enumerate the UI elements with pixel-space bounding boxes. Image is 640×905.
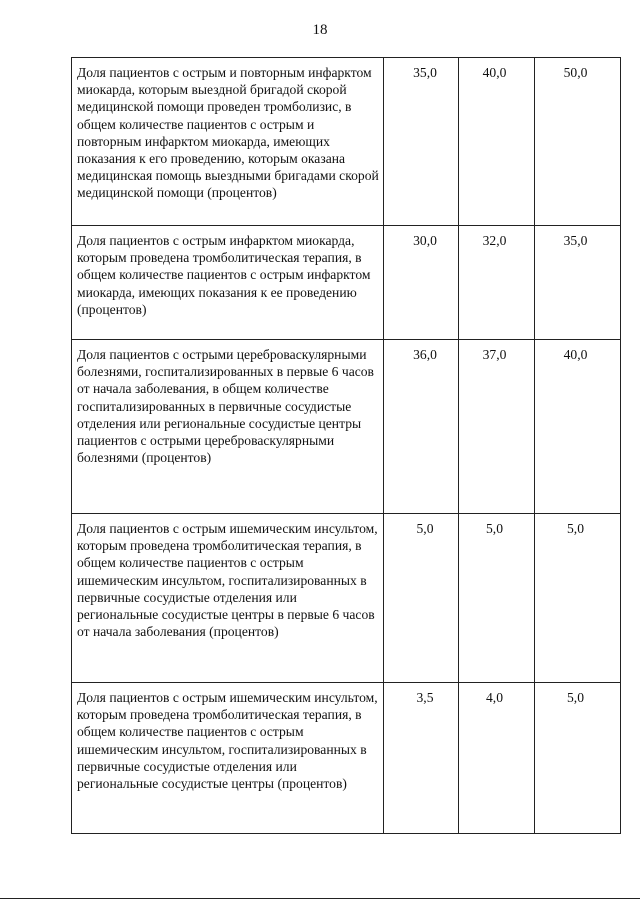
page-bottom-rule [0, 898, 640, 899]
indicator-description: Доля пациентов с острыми цереброваскулярными болезнями, госпитализированных в первые 6 часов от начала заболевания, в общем количестве госпитализированных в первичные сосудистые отделения или региональные сосудистые центры пациентов с острыми цереброваскулярными болезнями (процентов) [72, 340, 384, 514]
indicator-description: Доля пациентов с острым инфарктом миокарда, которым проведена тромболитическая терапия, в общем количестве пациентов с острым инфарктом миокарда, имеющих показания к ее проведению (процентов) [72, 226, 384, 340]
value-cell [535, 58, 621, 226]
value-cell [459, 683, 535, 834]
value-1: 30,0 [413, 233, 437, 248]
value-cell [459, 58, 535, 226]
value-cell [535, 226, 621, 340]
value-1: 3,5 [416, 690, 434, 705]
value-2: 4,0 [486, 690, 503, 705]
value-cell [535, 514, 621, 683]
value-cell [384, 58, 459, 226]
value-3: 35,0 [563, 233, 588, 248]
value-1: 35,0 [413, 65, 437, 80]
indicator-description: Доля пациентов с острым ишемическим инсультом, которым проведена тромболитическая терапия, в общем количестве пациентов с острым ишемическим инсультом, госпитализированных в первичные сосудистые отделения или региональные сосудистые центры в первые 6 часов от начала заболевания (процентов) [72, 514, 384, 683]
value-2: 5,0 [486, 521, 503, 536]
value-cell [459, 226, 535, 340]
table-row [72, 340, 621, 514]
table-row [72, 683, 621, 834]
indicators-table [71, 57, 621, 834]
page-number: 18 [312, 22, 328, 38]
value-cell [535, 683, 621, 834]
indicator-description: Доля пациентов с острым и повторным инфарктом миокарда, которым выездной бригадой скорой медицинской помощи проведен тромболизис, в общем количестве пациентов с острым и повторным инфарктом миокарда, имеющих показания к его проведению, которым оказана медицинская помощь выездными бригадами скорой медицинской помощи (процентов) [72, 58, 384, 226]
value-3: 50,0 [563, 65, 588, 80]
value-cell [384, 340, 459, 514]
table-row [72, 58, 621, 226]
value-1: 5,0 [416, 521, 434, 536]
value-1: 36,0 [413, 347, 437, 362]
value-cell [459, 340, 535, 514]
value-cell [384, 514, 459, 683]
table-row [72, 514, 621, 683]
value-3: 40,0 [563, 347, 588, 362]
value-3: 5,0 [567, 521, 584, 536]
value-cell [535, 340, 621, 514]
table-row [72, 226, 621, 340]
value-3: 5,0 [567, 690, 584, 705]
value-cell [459, 514, 535, 683]
value-2: 32,0 [482, 233, 507, 248]
value-cell [384, 226, 459, 340]
value-2: 37,0 [482, 347, 507, 362]
indicator-description: Доля пациентов с острым ишемическим инсультом, которым проведена тромболитическая терапия, в общем количестве пациентов с острым ишемическим инсультом, госпитализированных в первичные сосудистые отделения или региональные сосудистые центры (процентов) [72, 683, 384, 834]
value-cell [384, 683, 459, 834]
value-2: 40,0 [482, 65, 507, 80]
